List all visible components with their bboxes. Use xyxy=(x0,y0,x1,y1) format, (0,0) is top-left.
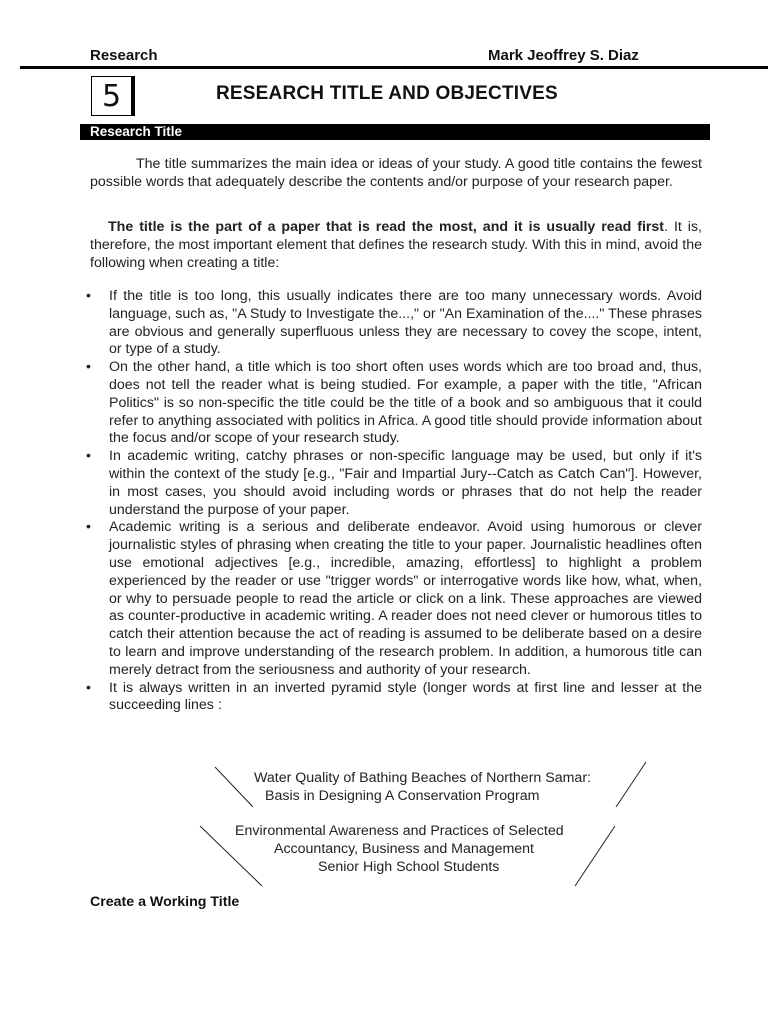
list-item-text: If the title is too long, this usually indicates there are too many unnecessary words. Avoid language, such as, "A Study to Investigate the...," or "An Examination of the...." These phrases are obvious and generally superfluous unless they are necessary to covey the scope, intent, or type of a study. xyxy=(109,288,702,358)
list-item-text: In academic writing, catchy phrases or non-specific language may be used, but only if it's within the context of the study [e.g., "Fair and Impartial Jury--Catch as Catch Can"]. However, in most cases, you should avoid including words or phrases that do not help the reader understand the purpose of your paper. xyxy=(109,448,702,518)
list-item-text: It is always written in an inverted pyramid style (longer words at first line and lesser at the succeeding lines : xyxy=(109,679,702,714)
header-subject: Research xyxy=(90,47,158,64)
chapter-title: RESEARCH TITLE AND OBJECTIVES xyxy=(216,83,558,104)
bullet-icon: • xyxy=(86,519,91,536)
subsection-heading: Create a Working Title xyxy=(90,894,240,910)
section-bar-research-title: Research Title xyxy=(80,124,710,140)
pyramid-2-right-line xyxy=(575,826,615,886)
paragraph-importance-bold: The title is the part of a paper that is read the most, and it is usually read first xyxy=(108,219,665,235)
bullet-icon: • xyxy=(86,359,91,376)
example-2-line-2: Accountancy, Business and Management xyxy=(274,841,534,857)
bullet-icon: • xyxy=(86,448,91,465)
header-author: Mark Jeoffrey S. Diaz xyxy=(488,47,639,64)
example-1-line-1: Water Quality of Bathing Beaches of Northern Samar: xyxy=(254,770,591,786)
example-2-line-1: Environmental Awareness and Practices of Selected xyxy=(235,823,564,839)
list-item-text: On the other hand, a title which is too short often uses words which are too broad and, thus, does not tell the reader what is being studied. For example, a paper with the title, "African Politics" is so non-specific the title could be the title of a book and so ambiguous that it could refer to anything associated with politics in Africa. A good title should provide information about the focus and/or scope of your research study. xyxy=(109,359,702,447)
paragraph-importance-rest: . It is, therefore, the most important element that defines the research study. With this in mind, avoid the following when creating a title: xyxy=(90,219,702,271)
chapter-number: 5 xyxy=(91,76,135,116)
bullet-icon: • xyxy=(86,679,91,696)
list-item-text: Academic writing is a serious and deliberate endeavor. Avoid using humorous or clever journalistic styles of phrasing when creating the title to your paper. Journalistic headlines often use emotional adjectives [e.g., incredible, amazing, effortless] to highlight a problem experienced by the reader or use "trigger words" or interrogative words like how, what, when, or why to persuade people to read the article or click on a link. These approaches are viewed as counter-productive in academic writing. A reader does not need clever or humorous titles to catch their attention because the act of reading is assumed to be deliberate based on a desire to learn and improve understanding of the research problem. In addition, a humorous title can merely detract from the seriousness and authority of your research. xyxy=(109,519,702,678)
example-1-line-2: Basis in Designing A Conservation Program xyxy=(265,788,540,804)
bullet-icon: • xyxy=(86,288,91,304)
paragraph-intro: The title summarizes the main idea or ideas of your study. A good title contains the fewest possible words that adequately describe the contents and/or purpose of your research paper. xyxy=(90,156,702,190)
pyramid-1-left-line xyxy=(215,767,253,807)
example-2-line-3: Senior High School Students xyxy=(318,859,500,875)
pyramid-1-right-line xyxy=(616,762,646,807)
